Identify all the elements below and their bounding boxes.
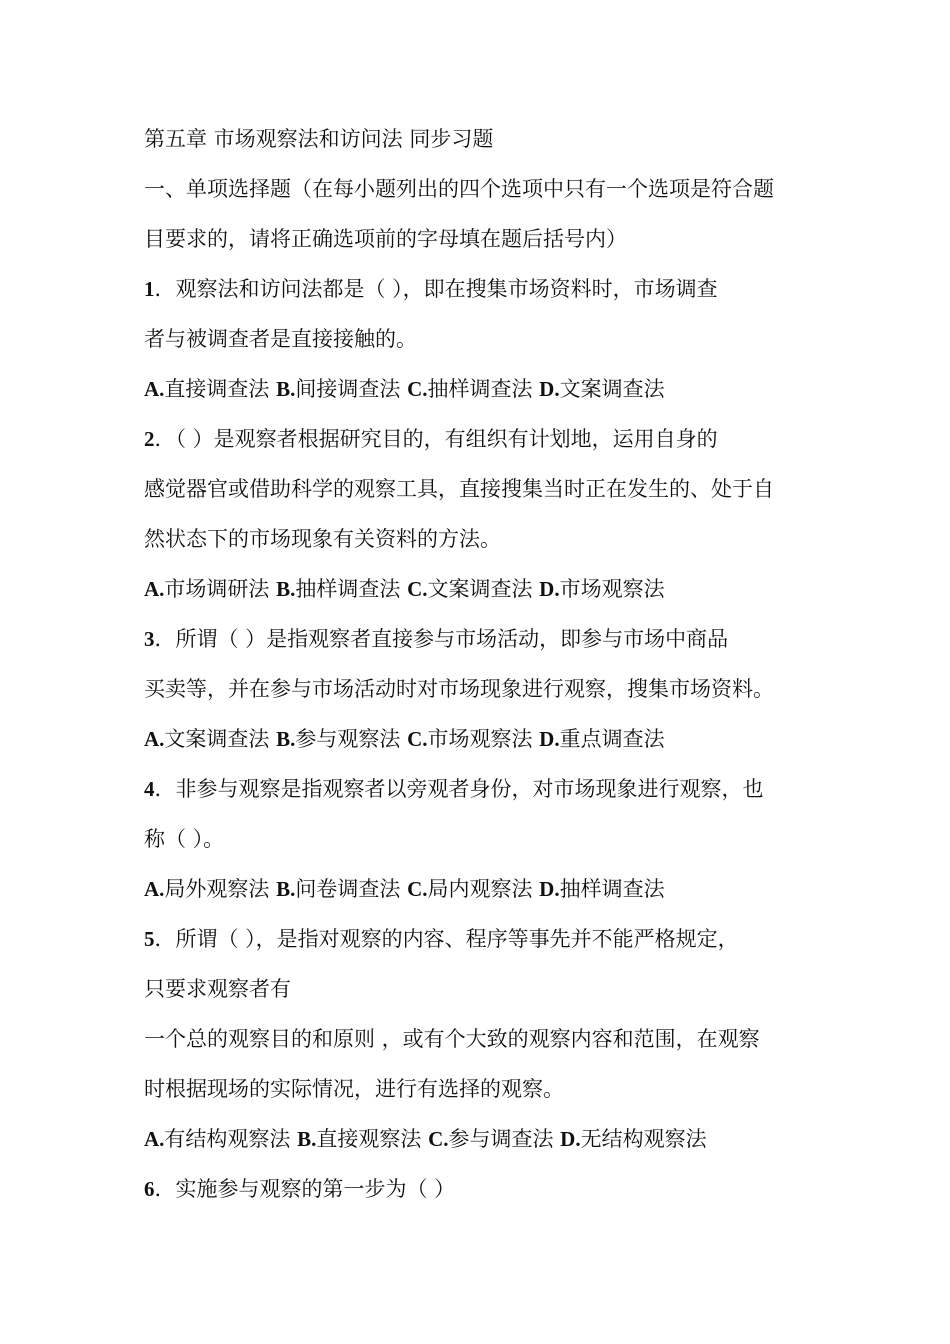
option-b-letter: B.: [297, 1127, 317, 1151]
option-d-text: 市场观察法: [559, 577, 665, 601]
option-a-letter: A.: [144, 1127, 165, 1151]
question-3-number: 3: [144, 627, 155, 651]
question-6-text-1: ．实施参与观察的第一步为（ ）: [154, 1177, 456, 1201]
option-d-text: 文案调查法: [559, 377, 665, 401]
option-b-text: 抽样调查法: [295, 577, 401, 601]
question-1-number: 1: [144, 277, 155, 301]
option-c-letter: C.: [428, 1127, 449, 1151]
question-2-line-3: 然状态下的市场现象有关资料的方法。: [144, 527, 501, 551]
question-5-line-4: 时根据现场的实际情况，进行有选择的观察。: [144, 1077, 564, 1101]
option-a-letter: A.: [144, 877, 165, 901]
section-heading-line-1: 一、单项选择题（在每小题列出的四个选项中只有一个选项是符合题: [144, 177, 774, 201]
option-a-letter: A.: [144, 727, 165, 751]
question-3-line-2: 买卖等，并在参与市场活动时对市场现象进行观察，搜集市场资料。: [144, 677, 774, 701]
question-5-line-1: [144, 914, 809, 964]
chapter-title: 第五章 市场观察法和访问法 同步习题: [144, 127, 494, 151]
question-3-text-1: ．所谓（ ）是指观察者直接参与市场活动，即参与市场中商品: [154, 627, 729, 651]
question-2-line-1: [144, 414, 809, 464]
option-c-text: 参与调查法: [448, 1127, 554, 1151]
question-4-options: [144, 864, 809, 914]
question-4-line-1: [144, 764, 809, 814]
question-3-line-1: [144, 614, 809, 664]
option-a-text: 直接调查法: [164, 377, 270, 401]
option-b-text: 参与观察法: [295, 727, 401, 751]
option-a-text: 文案调查法: [164, 727, 270, 751]
question-1-line-1: [144, 264, 809, 314]
question-2-number: 2: [144, 427, 155, 451]
question-2-options: [144, 564, 809, 614]
option-c-letter: C.: [407, 577, 428, 601]
option-d-letter: D.: [560, 1127, 581, 1151]
question-4-line-2: 称（ ）。: [144, 827, 225, 851]
question-1-text-1: ．观察法和访问法都是（ ），即在搜集市场资料时，市场调查: [154, 277, 718, 301]
option-d-text: 抽样调查法: [559, 877, 665, 901]
option-c-text: 文案调查法: [427, 577, 533, 601]
document-body: [144, 114, 809, 1214]
option-a-letter: A.: [144, 377, 165, 401]
question-5-options: [144, 1114, 809, 1164]
question-6-number: 6: [144, 1177, 155, 1201]
question-2-text-1: ．（ ）是观察者根据研究目的，有组织有计划地，运用自身的: [154, 427, 718, 451]
question-5-line-3: 一个总的观察目的和原则 ，或有个大致的观察内容和范围，在观察: [144, 1027, 760, 1051]
option-d-letter: D.: [539, 377, 560, 401]
question-5-number: 5: [144, 927, 155, 951]
option-a-letter: A.: [144, 577, 165, 601]
question-3-options: [144, 714, 809, 764]
question-1-options: [144, 364, 809, 414]
option-c-letter: C.: [407, 727, 428, 751]
question-5-text-1: ．所谓（ ），是指对观察的内容、程序等事先并不能严格规定，: [154, 927, 739, 951]
question-5-line-2: 只要求观察者有: [144, 977, 291, 1001]
option-b-text: 问卷调查法: [295, 877, 401, 901]
option-b-text: 直接观察法: [316, 1127, 422, 1151]
question-4-number: 4: [144, 777, 155, 801]
option-b-letter: B.: [276, 727, 296, 751]
option-a-text: 局外观察法: [164, 877, 270, 901]
question-4-text-1: ．非参与观察是指观察者以旁观者身份，对市场现象进行观察，也: [154, 777, 764, 801]
option-d-letter: D.: [539, 577, 560, 601]
option-d-text: 重点调查法: [559, 727, 665, 751]
option-c-letter: C.: [407, 877, 428, 901]
question-2-line-2: 感觉器官或借助科学的观察工具，直接搜集当时正在发生的、处于自: [144, 477, 774, 501]
option-c-text: 局内观察法: [427, 877, 533, 901]
option-a-text: 市场调研法: [164, 577, 270, 601]
option-b-letter: B.: [276, 377, 296, 401]
option-d-letter: D.: [539, 877, 560, 901]
option-d-text: 无结构观察法: [580, 1127, 707, 1151]
option-c-text: 市场观察法: [427, 727, 533, 751]
question-6-line-1: [144, 1164, 809, 1214]
option-b-text: 间接调查法: [295, 377, 401, 401]
section-heading-line-2: 目要求的，请将正确选项前的字母填在题后括号内）: [144, 227, 627, 251]
option-a-text: 有结构观察法: [164, 1127, 291, 1151]
option-c-text: 抽样调查法: [427, 377, 533, 401]
option-b-letter: B.: [276, 577, 296, 601]
option-b-letter: B.: [276, 877, 296, 901]
option-c-letter: C.: [407, 377, 428, 401]
question-1-line-2: 者与被调查者是直接接触的。: [144, 327, 417, 351]
option-d-letter: D.: [539, 727, 560, 751]
